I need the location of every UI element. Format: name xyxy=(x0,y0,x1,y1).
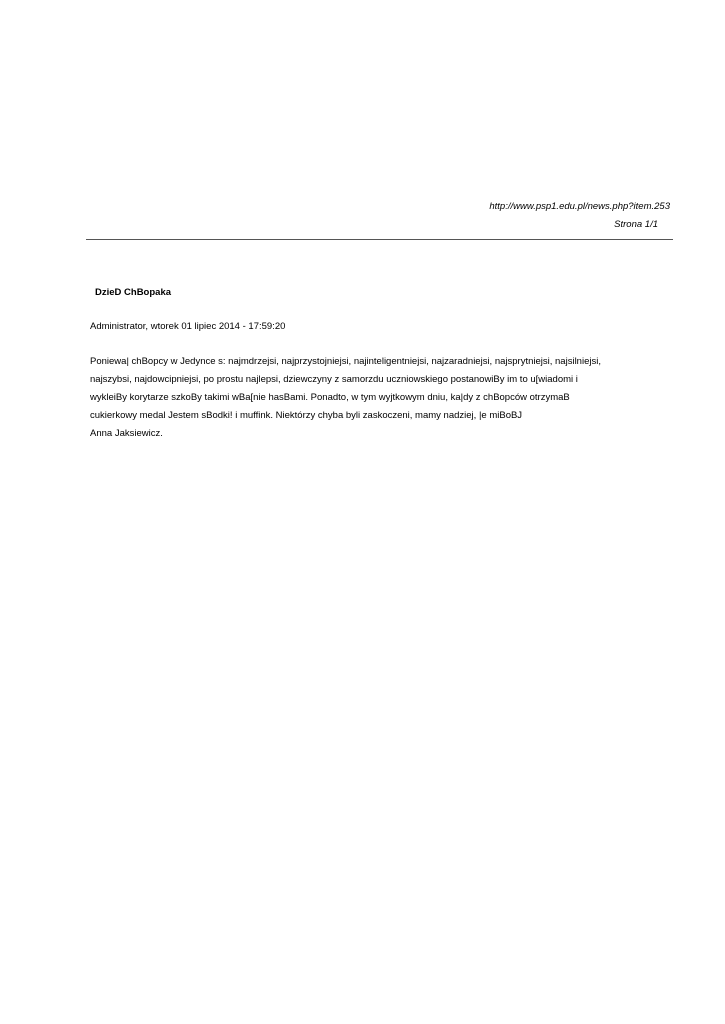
body-line: Poniewa| chBopcy w Jedynce s: najmdrzejsi, najprzystojniejsi, najinteligentniejsi, najzaradniejsi, najsprytniejsi, najsilniejsi, xyxy=(90,356,601,367)
article-body xyxy=(90,353,650,443)
body-line: Anna Jaksiewicz. xyxy=(90,428,163,439)
article-meta: Administrator, wtorek 01 lipiec 2014 - 17:59:20 xyxy=(90,321,286,332)
source-url: http://www.psp1.edu.pl/news.php?item.253 xyxy=(489,201,670,212)
page-number: Strona 1/1 xyxy=(614,219,658,230)
body-line: cukierkowy medal Jestem sBodki! i muffink. Niektórzy chyba byli zaskoczeni, mamy nadziej, |e miBoBJ xyxy=(90,410,523,421)
article-title: DzieD ChBopaka xyxy=(95,287,172,298)
body-line: wykleiBy korytarze szkoBy takimi wBa[nie hasBami. Ponadto, w tym wyjtkowym dniu, ka|dy z chBopców otrzymaB xyxy=(90,392,570,403)
header-divider xyxy=(86,239,673,240)
body-line: najszybsi, najdowcipniejsi, po prostu najlepsi, dziewczyny z samorzdu uczniowskiego postanowiBy im to u[wiadomi i xyxy=(90,374,578,385)
